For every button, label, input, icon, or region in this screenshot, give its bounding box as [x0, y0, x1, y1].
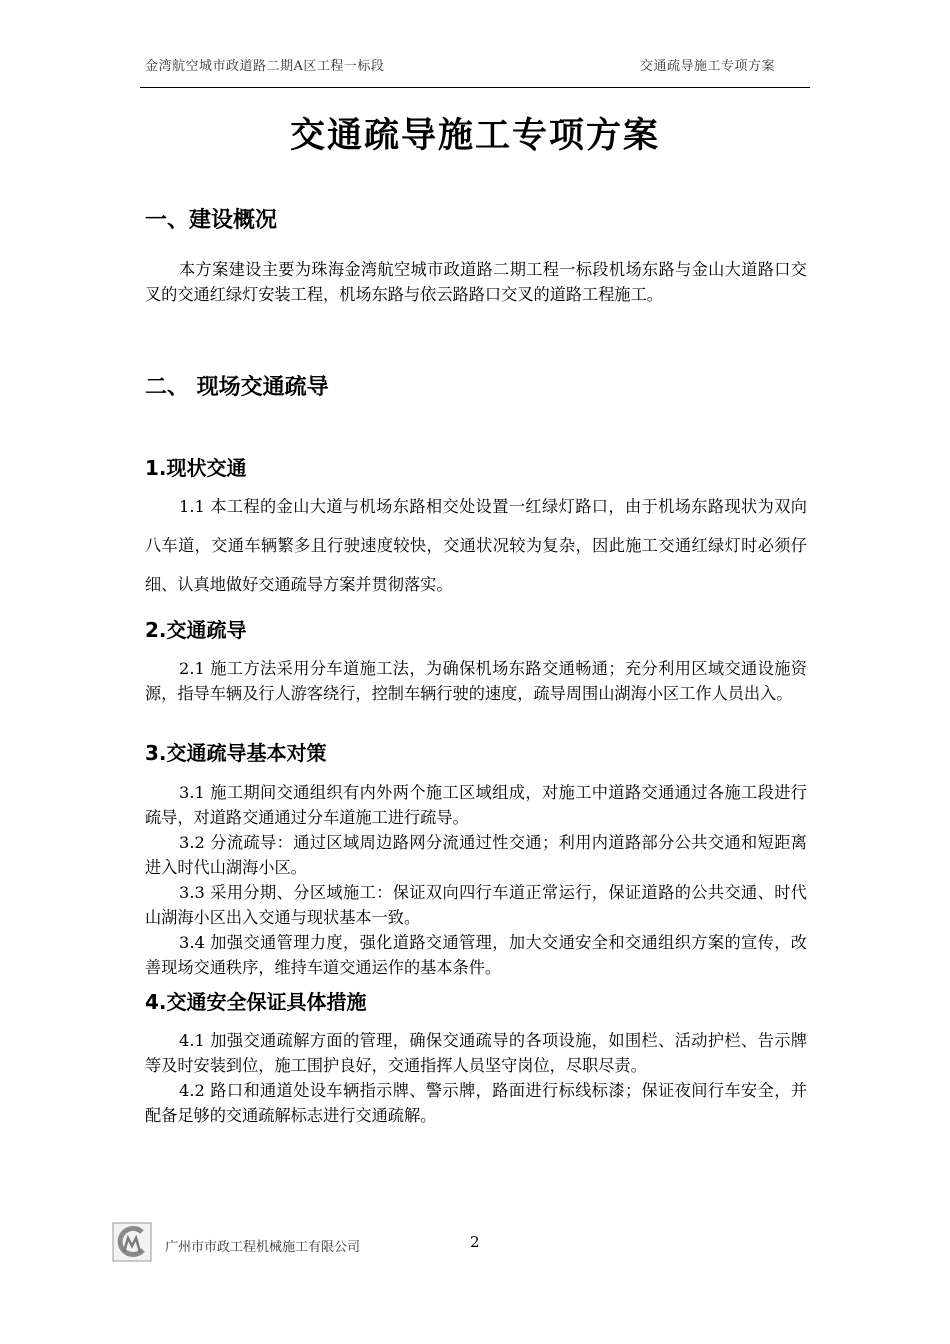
countermeasure-3-2: 3.2 分流疏导：通过区域周边路网分流通过性交通；利用内道路部分公共交通和短距离进入时代山湖海小区。 [145, 833, 807, 877]
section-heading-traffic: 二、 现场交通疏导 [145, 375, 329, 400]
section-overview-paragraph: 本方案建设主要为珠海金湾航空城市政道路二期工程一标段机场东路与金山大道路口交叉的交通红绿灯安装工程，机场东路与依云路路口交叉的道路工程施工。 [145, 260, 807, 304]
countermeasure-3-3: 3.3 采用分期、分区域施工：保证双向四行车道正常运行，保证道路的公共交通、时代山湖海小区出入交通与现状基本一致。 [145, 883, 807, 927]
countermeasure-3-4: 3.4 加强交通管理力度，强化道路交通管理，加大交通安全和交通组织方案的宣传，改善现场交通秩序，维持车道交通运作的基本条件。 [145, 933, 807, 977]
footer-company-name: 广州市市政工程机械施工有限公司 [165, 1240, 361, 1255]
document-title: 交通疏导施工专项方案 [289, 116, 660, 156]
section-heading-overview: 一、建设概况 [145, 208, 278, 233]
company-logo-icon [112, 1222, 152, 1262]
header-project-name: 金湾航空城市政道路二期A区工程一标段 [145, 59, 385, 74]
subsection-guidance-paragraph: 2.1 施工方法采用分车道施工法，为确保机场东路交通畅通；充分利用区域交通设施资源，指导车辆及行人游客绕行，控制车辆行驶的速度，疏导周围山湖海小区工作人员出入。 [145, 659, 807, 703]
subsection-current-traffic-paragraph: 1.1 本工程的金山大道与机场东路相交处设置一红绿灯路口，由于机场东路现状为双向八车道，交通车辆繁多且行驶速度较快，交通状况较为复杂，因此施工交通红绿灯时必须仔细、认真地做好交通疏导方案并贯彻落实。 [145, 497, 807, 594]
subsection-heading-guidance: 2.交通疏导 [145, 618, 247, 642]
subsection-heading-current-traffic: 1.现状交通 [145, 456, 247, 480]
header-doc-name: 交通疏导施工专项方案 [640, 59, 776, 74]
countermeasure-3-1: 3.1 施工期间交通组织有内外两个施工区域组成，对施工中道路交通通过各施工段进行疏导，对道路交通通过分车道施工进行疏导。 [145, 783, 807, 827]
safety-measure-4-1: 4.1 加强交通疏解方面的管理，确保交通疏导的各项设施，如围栏、活动护栏、告示牌等及时安装到位，施工围护良好，交通指挥人员坚守岗位，尽职尽责。 [145, 1031, 807, 1075]
header-rule [140, 87, 810, 88]
subsection-heading-safety-measures: 4.交通安全保证具体措施 [145, 990, 367, 1014]
page-number: 2 [470, 1233, 480, 1251]
safety-measure-4-2: 4.2 路口和通道处设车辆指示牌、警示牌，路面进行标线标漆；保证夜间行车安全，并配备足够的交通疏解标志进行交通疏解。 [145, 1081, 807, 1125]
subsection-heading-countermeasures: 3.交通疏导基本对策 [145, 741, 327, 765]
